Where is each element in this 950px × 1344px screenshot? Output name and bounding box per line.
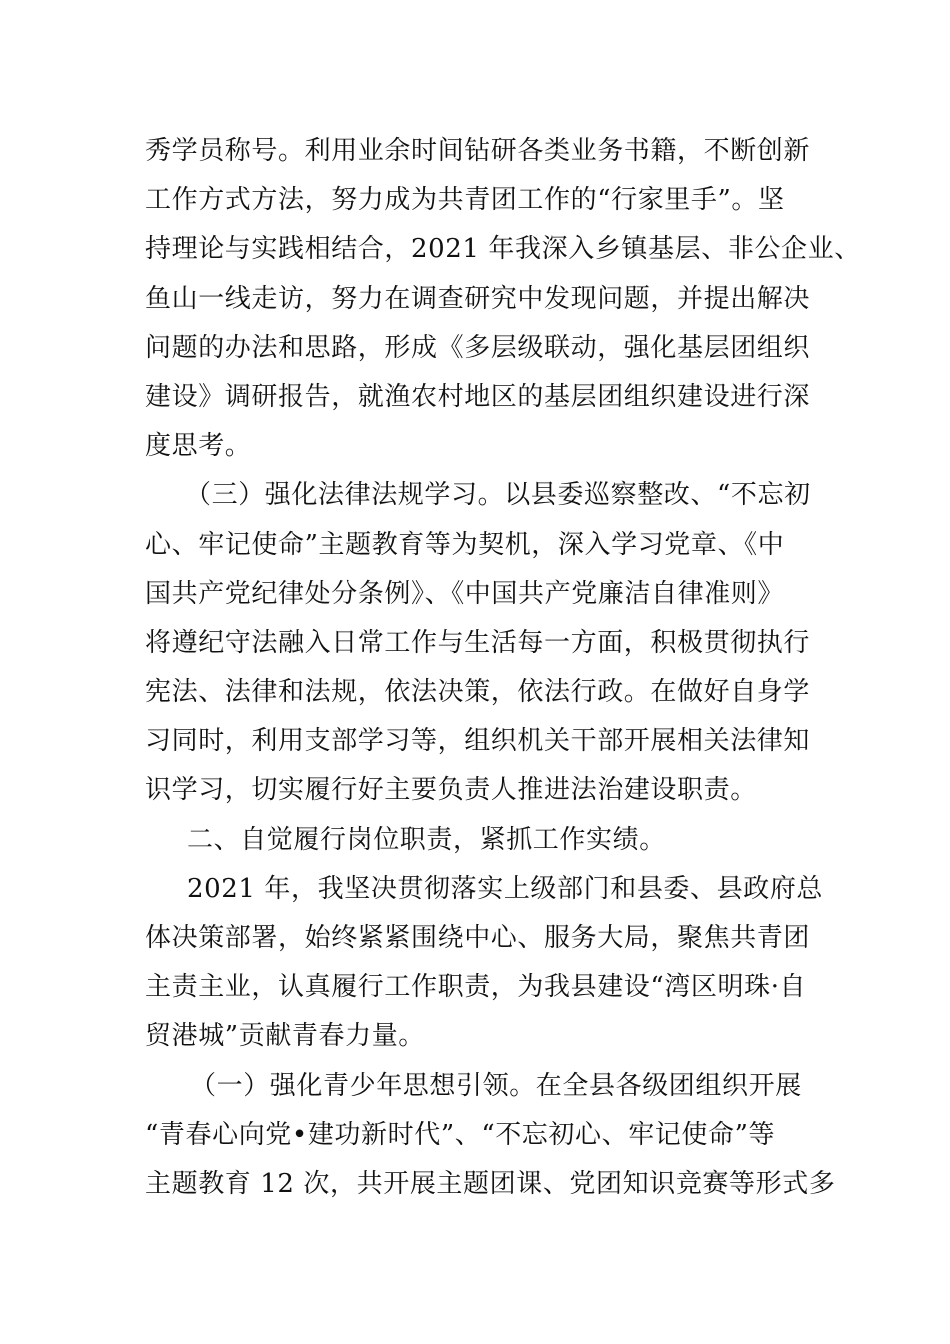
- text-line: 秀学员称号。利用业余时间钻研各类业务书籍，不断创新: [145, 136, 811, 166]
- text-line: 建设》调研报告，就渔农村地区的基层团组织建设进行深: [145, 381, 811, 412]
- text-line: 体决策部署，始终紧紧围绕中心、服务大局，聚焦共青团: [145, 923, 811, 953]
- section-heading-line: 二、自觉履行岗位职责，紧抓工作实绩。: [187, 824, 666, 855]
- text-line: 识学习，切实履行好主要负责人推进法治建设职责。: [145, 775, 757, 806]
- text-line: 问题的办法和思路，形成《多层级联动，强化基层团组织: [145, 332, 811, 363]
- paragraph-heading-line: （三）强化法律法规学习。以县委巡察整改、“不忘初: [185, 480, 811, 511]
- text-line: 心、牢记使命”主题教育等为契机，深入学习党章、《中: [145, 529, 785, 560]
- text-line: 主题教育 12 次，共开展主题团课、党团知识竞赛等形式多: [145, 1168, 836, 1199]
- text-line: 贸港城”贡献青春力量。: [145, 1021, 425, 1052]
- text-line: 宪法、法律和法规，依法决策，依法行政。在做好自身学: [145, 677, 811, 708]
- text-line: 持理论与实践相结合，2021 年我深入乡镇基层、非公企业、: [145, 234, 861, 265]
- text-line: 将遵纪守法融入日常工作与生活每一方面，积极贯彻执行: [145, 627, 811, 658]
- text-line: 习同时，利用支部学习等，组织机关干部开展相关法律知: [145, 726, 811, 757]
- document-body: [145, 127, 861, 1209]
- paragraph-heading-line: （一）强化青少年思想引领。在全县各级团组织开展: [190, 1070, 802, 1101]
- text-line: 鱼山一线走访，努力在调查研究中发现问题，并提出解决: [145, 283, 811, 314]
- text-line: 主责主业，认真履行工作职责，为我县建设“湾区明珠·自: [145, 972, 807, 1003]
- text-line: 度思考。: [145, 431, 252, 462]
- text-line: 国共产党纪律处分条例》、《中国共产党廉洁自律准则》: [145, 578, 785, 609]
- text-line: “青春心向党•建功新时代”、“不忘初心、牢记使命”等: [145, 1119, 776, 1150]
- paragraph-start-line: 2021 年，我坚决贯彻落实上级部门和县委、县政府总: [187, 873, 824, 904]
- text-line: 工作方式方法，努力成为共青团工作的“行家里手”。坚: [145, 185, 785, 216]
